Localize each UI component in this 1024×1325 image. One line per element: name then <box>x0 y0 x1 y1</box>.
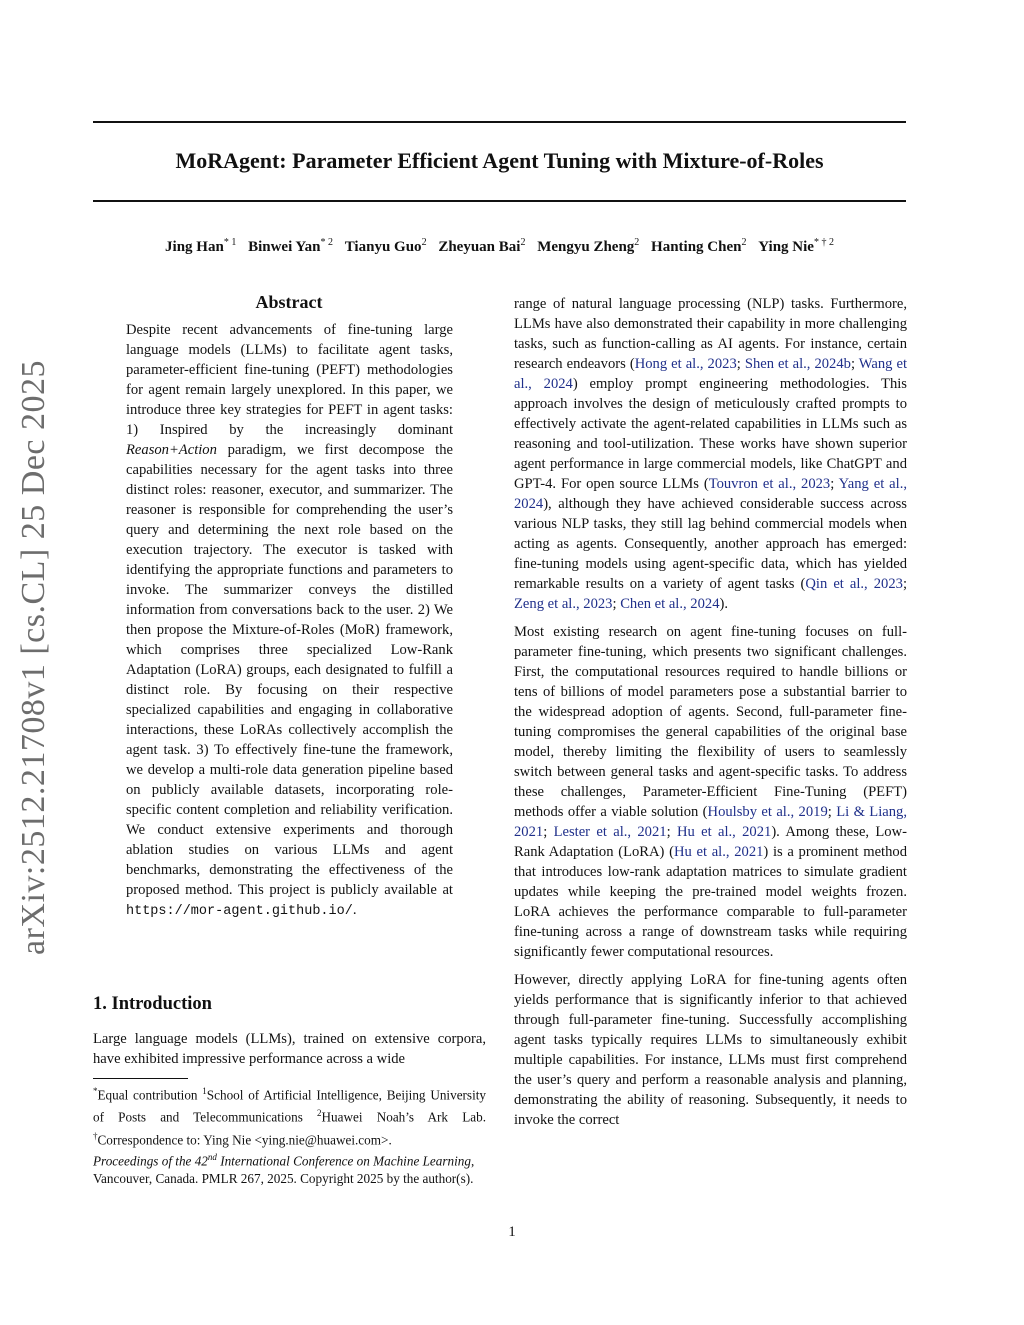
author: Mengyu Zheng$^2$ <box>537 237 640 255</box>
citation-link[interactable]: Li & Liang, 2021 <box>514 804 908 840</box>
title-bottom-rule <box>93 200 906 202</box>
right-column <box>514 294 907 1138</box>
paper-title: MoRAgent: Parameter Efficient Agent Tuning with Mixture-of-Roles <box>175 148 824 173</box>
citation-link[interactable]: Touvron et al., 2023 <box>708 476 831 492</box>
citation-link[interactable]: Zeng et al., 2023 <box>514 596 613 612</box>
proceedings-note: Proceedings of the 42nd International Conference on Machine Learning, Vancouver, Canada. PMLR 267, 2025. Copyright 2025 by the author(s). <box>93 1152 475 1187</box>
footnote: *Equal contribution $^1$School of Artificial Intelligence, Beijing University of Posts and Telecommunications $^2$Huawei Noah’s Ark Lab. †Correspondence to: Ying Nie <ying.nie@huawei.com>. <box>93 1086 486 1148</box>
author: Binwei Yan$^{* 2}$ <box>248 237 333 255</box>
abstract-heading: Abstract <box>255 292 323 312</box>
intro-paragraph-left: Large language models (LLMs), trained on extensive corpora, have exhibited impressive performance across a wide <box>93 1031 486 1067</box>
intro-paragraph-2: Most existing research on agent fine-tuning focuses on full-parameter fine-tuning, which presents two significant challenges. First, the computational resources required to handle billions or tens of billions of model parameters pose a substantial barrier to the widespread adoption of agents. Second, full-parameter fine-tuning compromises the general capabilities of the original base model, thereby limiting the flexibility of users to seamlessly switch between general tasks and agent-specific tasks. To address these challenges, Parameter-Efficient Fine-Tuning (PEFT) methods offer a viable solution (Houlsby et al., 2019; Li & Liang, 2021; Lester et al., 2021; Hu et al., 2021). Among these, Low-Rank Adaptation (LoRA) (Hu et al., 2021) is a prominent method that introduces low-rank adaptation matrices to simulate gradient updates while keeping the pre-trained model weights frozen. LoRA achieves the performance comparable to full-parameter fine-tuning across a range of downstream tasks while requiring significantly fewer computational resources. <box>514 624 908 960</box>
citation-link[interactable]: Yang et al., 2024 <box>514 476 907 512</box>
arxiv-identifier-stamp: arXiv:2512.21708v1 [cs.CL] 25 Dec 2025 <box>15 359 52 955</box>
citation-link[interactable]: Houlsby et al., 2019 <box>707 804 828 820</box>
author: Ying Nie$^{* \dagger 2}$ <box>758 237 834 255</box>
intro-paragraph-3: However, directly applying LoRA for fine-tuning agents often yields performance that is significantly inferior to that achieved through full-parameter fine-tuning. Successfully accomplishing agent tasks typically requires LLMs to simultaneously exhibit multiple capabilities. For instance, LLMs must first comprehend the user’s query and perform a reasonable analysis and planning, demonstrating the ability of reasoning. Subsequently, it needs to invoke the correct <box>514 972 907 1128</box>
citation-link[interactable]: Chen et al., 2024 <box>620 596 720 612</box>
author: Hanting Chen$^2$ <box>651 237 747 255</box>
author: Zheyuan Bai$^2$ <box>438 237 526 255</box>
citation-link[interactable]: Lester et al., 2021 <box>553 824 667 840</box>
introduction-heading: 1. Introduction <box>93 994 212 1014</box>
author-list <box>93 237 906 256</box>
project-url-link[interactable]: https://mor-agent.github.io/ <box>126 904 353 919</box>
citation-link[interactable]: Hu et al., 2021 <box>676 824 772 840</box>
author: Jing Han$^{* 1}$ <box>165 237 237 255</box>
footnote-rule <box>93 1078 188 1079</box>
intro-paragraph-1: range of natural language processing (NLP) tasks. Furthermore, LLMs have also demonstrated their capability in more challenging tasks, such as function-calling as AI agents. For instance, certain research endeavors (Hong et al., 2023; Shen et al., 2024b; Wang et al., 2024) employ prompt engineering methodologies. This approach involves the design of meticulously crafted prompts to effectively activate the agent-related capabilities in LLMs such as reasoning and tool-utilization. These works have shown superior agent performance in large commercial models, like ChatGPT and GPT-4. For open source LLMs (Touvron et al., 2023; Yang et al., 2024), although they have achieved considerable success across various NLP tasks, they still lag behind commercial models when acting as agents. Consequently, another approach has emerged: fine-tuning models using agent-specific data, which has yielded remarkable results on a variety of agent tasks (Qin et al., 2023; Zeng et al., 2023; Chen et al., 2024). <box>514 296 908 612</box>
citation-link[interactable]: Hu et al., 2021 <box>673 844 764 860</box>
top-rule <box>93 121 906 123</box>
citation-link[interactable]: Wang et al., 2024 <box>514 356 908 392</box>
citation-link[interactable]: Shen et al., 2024b <box>744 356 851 372</box>
author: Tianyu Guo$^2$ <box>344 237 427 255</box>
citation-link[interactable]: Hong et al., 2023 <box>634 356 737 372</box>
abstract-body: Despite recent advancements of fine-tuning large language models (LLMs) to facilitate agent tasks, parameter-efficient fine-tuning (PEFT) methodologies for agent remain largely unexplored. In this paper, we introduce three key strategies for PEFT in agent tasks: 1) Inspired by the increasingly dominant Reason+Action paradigm, we first decompose the capabilities necessary for the agent tasks into three distinct roles: reasoner, executor, and summarizer. The reasoner is responsible for comprehending the user’s query and determining the next role based on the execution trajectory. The executor is tasked with identifying the appropriate functions and parameters to invoke. The summarizer conveys the distilled information from conversations back to the user. 2) We then propose the Mixture-of-Roles (MoR) framework, which comprises three specialized Low-Rank Adaptation (LoRA) groups, each designated to fulfill a distinct role. By focusing on their respective specialized capabilities and engaging in collaborative interactions, these LoRAs collectively accomplish the agent task. 3) To effectively fine-tune the framework, we develop a multi-role data generation pipeline based on publicly available datasets, incorporating role-specific content completion and reliability verification. We conduct extensive experiments and thorough ablation studies on various LLMs and agent benchmarks, demonstrating the effectiveness of the proposed method. This project is publicly available at https://mor-agent.github.io/. <box>126 322 453 919</box>
citation-link[interactable]: Qin et al., 2023 <box>805 576 903 592</box>
page-number: 1 <box>508 1224 516 1240</box>
